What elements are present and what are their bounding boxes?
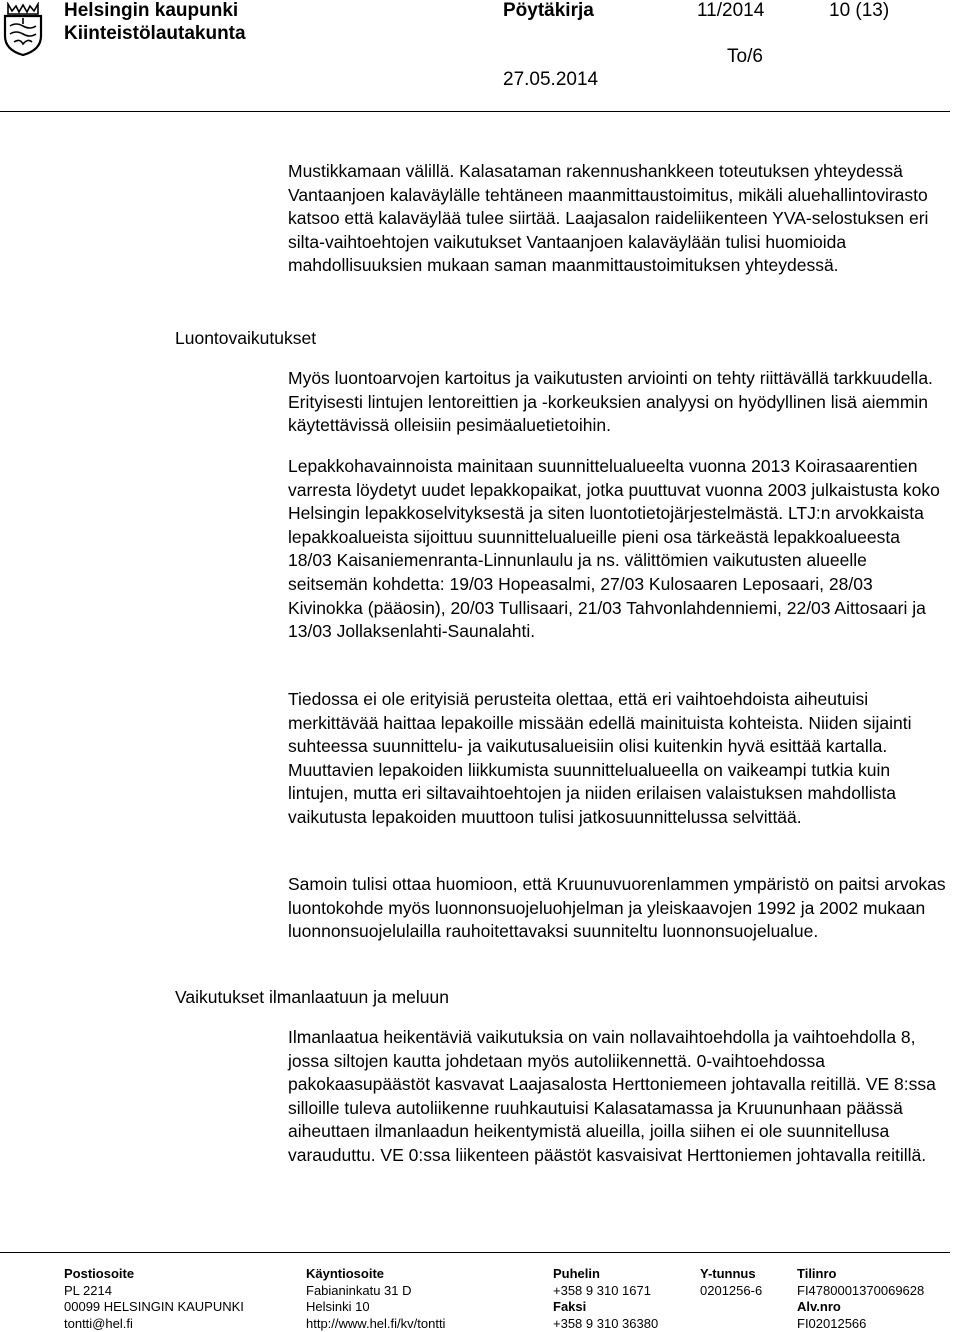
footer-heading: Alv.nro [797,1299,841,1314]
footer-url: http://www.hel.fi/kv/tontti [306,1315,446,1331]
footer-heading: Faksi [553,1299,587,1314]
page-number: 10 (13) [829,0,890,21]
paragraph: Lepakkohavainnoista mainitaan suunnittelualueelta vuonna 2013 Koirasaarentien varresta löydetyt uudet lepakkopaikat, jotka puuttuvat vuonna 2003 julkaistusta koko Helsingin lepakkoselvityksestä ja siten luontotietojärjestelmästä. LTJ:n arvokkaista lepakkoalueista sijoittuu suunnittelualueille pieni osa tärkeästä lepakkoalueesta 18/03 Kaisaniemenranta-Linnunlaulu ja ns. välittömien vaikutusten alueelle seitsemän kohdetta: 19/03 Hopeasalmi, 27/03 Kulosaaren Leposaari, 28/03 Kivinokka (pääosin), 20/03 Tullisaari, 21/03 Tahvonlahdenniemi, 22/03 Aittosaari ja 13/03 Jollaksenlahti-Saunalahti. [288,456,940,642]
air-paragraph [288,1026,948,1168]
footer-line: +358 9 310 1671 [553,1282,651,1298]
footer-account [797,1266,924,1332]
paragraph: Myös luontoarvojen kartoitus ja vaikutusten arviointi on tehty riittävällä tarkkuudella. Erityisesti lintujen lentoreittien ja -korkeuksien analyysi on hyödyllinen lisä aiemmin käytettävissä olleisiin pesimäaluetietoihin. [288,368,933,436]
nature-paragraph-2 [288,455,948,644]
footer-line: FI4780001370069628 [797,1282,925,1298]
footer-heading: Postiosoite [64,1266,135,1281]
footer-phone [553,1266,658,1332]
footer-email: tontti@hel.fi [64,1315,133,1331]
footer-heading: Käyntiosoite [306,1266,385,1281]
footer-line: +358 9 310 36380 [553,1315,659,1331]
nature-paragraph-1 [288,367,948,438]
footer-line: 0201256-6 [700,1282,763,1298]
footer-line: 00099 HELSINGIN KAUPUNKI [64,1299,244,1314]
footer-line: Helsinki 10 [306,1299,370,1314]
board-name: Kiinteistölautakunta [64,23,246,44]
document-type: Pöytäkirja [503,0,594,21]
section-label-air: Vaikutukset ilmanlaatuun ja meluun [175,987,450,1007]
document-number: 11/2014 [697,0,765,21]
footer-ytunnus [700,1266,762,1299]
nature-paragraph-3 [288,688,948,830]
footer-postal [64,1266,244,1332]
paragraph: Tiedossa ei ole erityisiä perusteita olettaa, että eri vaihtoehdoista aiheutuisi merkittävää haittaa lepakoille missään edellä mainituista kohteista. Niiden sijainti suhteessa suunnittelu- ja vaikutusalueisiin olisi kuitenkin hyvä esittää kartalla. Muuttavien lepakoiden liikkumista suunnittelualueella on vaikeampi tutkia kuin lintujen, mutta eri siltavaihtoehtojen ja niiden erilaisen valaistuksen mahdollista vaikutusta lepakoiden muuttoon tulisi jatkosuunnittelussa selvittää. [288,689,912,827]
footer-line: Fabianinkatu 31 D [306,1282,412,1298]
section-label-nature: Luontovaikutukset [175,328,317,348]
agenda-item: To/6 [727,46,763,67]
footer-heading: Puhelin [553,1266,600,1281]
paragraph: Samoin tulisi ottaa huomioon, että Kruunuvuorenlammen ympäristö on paitsi arvokas luontokohde myös luonnonsuojeluohjelman ja yleiskaavojen 1992 ja 2002 mukaan luonnonsuojelulailla rauhoitettavaksi suunniteltu luonnonsuojelualue. [288,874,946,942]
intro-paragraph [288,160,948,278]
footer-visit [306,1266,445,1332]
footer-divider [0,1252,950,1253]
footer-line: PL 2214 [64,1282,112,1298]
footer-heading: Tilinro [797,1266,837,1281]
footer-heading: Y-tunnus [700,1266,756,1281]
footer-line: FI02012566 [797,1315,867,1331]
nature-paragraph-4 [288,873,948,944]
paragraph: Ilmanlaatua heikentäviä vaikutuksia on vain nollavaihtoehdolla ja vaihtoehdolla 8, jossa siltojen kautta johdetaan myös autoliikennettä. 0-vaihtoehdossa pakokaasupäästöt kasvavat Laajasalosta Herttoniemeen johtavalla reitillä. VE 8:ssa silloille tuleva autoliikenne ruuhkautuisi Kalasatamassa ja Kruununhaan päässä aiheuttaen ilmanlaadun heikentymistä alueilla, joilla siihen ei ole suunnitellusa varauduttu. VE 0:ssa liikenteen päästöt kasvaisivat Herttoniemen johtavalla reitillä. [288,1027,936,1165]
org-name: Helsingin kaupunki [64,0,239,21]
city-crest [2,2,44,56]
helsinki-crest-icon [2,2,44,56]
paragraph: Mustikkamaan välillä. Kalasataman rakennushankkeen toteutuksen yhteydessä Vantaanjoen kalaväylälle tehtäneen maanmittaustoimitus, mikäli aluehallintovirasto katsoo että kalaväylää tulee siirtää. Laajasalon raideliikenteen YVA-selostuksen eri silta-vaihtoehtojen vaikutukset Vantaanjoen kalaväylään tulisi huomioida mahdollisuuksien mukaan saman maanmittaustoimituksen yhteydessä. [288,161,929,276]
header-divider [0,111,950,112]
meeting-date: 27.05.2014 [503,69,599,90]
